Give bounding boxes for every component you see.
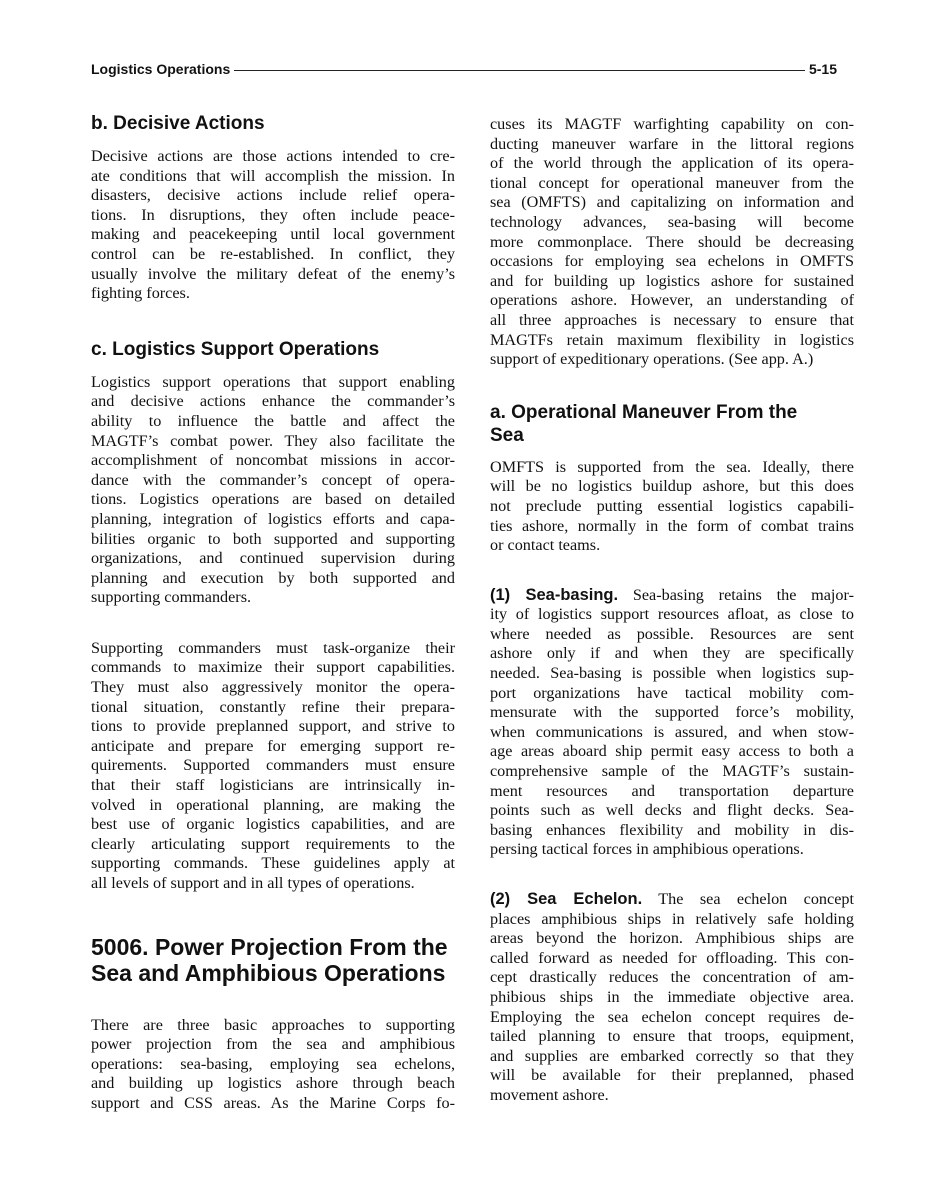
text-line: ashore only if and when they are specifically — [490, 644, 854, 663]
text-line: operations ashore. However, an understanding of — [490, 291, 854, 310]
text-line: more commonplace. There should be decreasing — [490, 232, 854, 251]
paragraph-logistics-support-2 — [91, 639, 455, 894]
sea-echelon-run-in-heading: (2) Sea Echelon. — [490, 890, 643, 908]
text-line: ity of logistics support resources afloat, as close to — [490, 605, 854, 624]
text-line: support and CSS areas. As the Marine Corps fo- — [91, 1093, 455, 1112]
text-line: quirements. Supported commanders must ensure — [91, 756, 455, 775]
text-line: planning, integration of logistics efforts and capa- — [91, 509, 455, 528]
left-column — [91, 112, 455, 1114]
text-line: operations: sea-basing, employing sea echelons, — [91, 1054, 455, 1073]
text-line: persing tactical forces in amphibious operations. — [490, 840, 804, 859]
text-line: and building up logistics ashore through beach — [91, 1074, 455, 1093]
text-line: fighting forces. — [91, 284, 190, 303]
text-line: ate conditions that will accomplish the mission. In — [91, 166, 455, 185]
header-rule — [234, 70, 805, 71]
text-line: Supporting commanders must task-organize their — [91, 638, 455, 657]
text-line: planning and execution by both supported and — [91, 568, 455, 587]
text-line: organizations, and continued supervision during — [91, 549, 455, 568]
text-line: ties ashore, normally in the form of combat trains — [490, 516, 854, 535]
text-line: that their staff logisticians are intrinsically in- — [91, 776, 455, 795]
text-line: control can be re-established. In conflict, they — [91, 244, 455, 263]
heading-decisive-actions: b. Decisive Actions — [91, 113, 265, 134]
text-line: age areas aboard ship permit easy access to both a — [490, 742, 854, 761]
text-line: best use of organic logistics capabilities, and are — [91, 815, 455, 834]
text-line: not preclude putting essential logistics capabili- — [490, 496, 854, 515]
text-line: phibious ships in the immediate objective area. — [490, 987, 854, 1006]
text-line: occasions for employing sea echelons in OMFTS — [490, 252, 854, 271]
text-line: disasters, decisive actions include relief opera- — [91, 186, 455, 205]
heading-logistics-support-operations: c. Logistics Support Operations — [91, 338, 380, 360]
text-line: tional situation, constantly refine their prepara- — [91, 697, 455, 716]
text-line: volved in operational planning, are making the — [91, 795, 455, 814]
text-line: places amphibious ships in relatively safe holding — [490, 909, 854, 928]
text-line: dance with the commander’s concept of opera- — [91, 470, 455, 489]
text-line: power projection from the sea and amphibious — [91, 1035, 455, 1054]
text-line: supporting commands. These guidelines apply at — [91, 854, 455, 873]
text-line: Decisive actions are those actions intended to cre- — [91, 147, 455, 165]
text-line: will be no logistics buildup ashore, but this does — [490, 477, 854, 496]
sea-echelon-first-line: (2) Sea Echelon. The sea echelon concept — [490, 890, 854, 908]
text-line: supporting commanders. — [91, 588, 252, 607]
text-line: basing enhances flexibility and mobility in dis- — [490, 820, 854, 839]
text-line: OMFTS is supported from the sea. Ideally, there — [490, 457, 854, 476]
page-number: 5-15 — [808, 61, 837, 77]
text-line: and decisive actions enhance the commander’s — [91, 392, 455, 411]
text-line: MAGTFs retain maximum flexibility in logistics — [490, 330, 854, 349]
text-line: needed. Sea-basing is possible when logistics sup- — [490, 664, 854, 683]
text-line: Employing the sea echelon concept requires de- — [490, 1007, 854, 1026]
text-line: tions to provide preplanned support, and strive to — [91, 717, 455, 736]
text-line: tions. In disruptions, they often include peace- — [91, 205, 455, 224]
text-line: tailed planning to ensure that troops, equipment, — [490, 1027, 854, 1046]
sea-basing-first-line: (1) Sea-basing. Sea-basing retains the major- — [490, 585, 854, 604]
text-line: where needed as possible. Resources are sent — [490, 624, 854, 643]
text-line: or contact teams. — [490, 536, 601, 555]
text-line: They must also aggressively monitor the opera- — [91, 678, 455, 697]
text-line: anticipate and prepare for emerging support re- — [91, 736, 455, 755]
heading-omfts-line1: a. Operational Maneuver From the — [490, 401, 798, 423]
text-line: will be available for their preplanned, phased — [490, 1066, 854, 1085]
text-line: and supplies are embarked correctly so that they — [490, 1046, 854, 1065]
text-line: and for building up logistics ashore for sustained — [490, 271, 854, 290]
text-line: clearly articulating support requirements to the — [91, 834, 455, 853]
text-line: areas beyond the horizon. Amphibious ships are — [490, 929, 854, 948]
text-line: of the world through the application of its opera- — [490, 154, 854, 173]
text-line: ducting maneuver warfare in the littoral regions — [490, 134, 854, 153]
heading-omfts-line2: Sea — [490, 424, 524, 446]
text-line: ability to influence the battle and affect the — [91, 411, 455, 430]
text-line: ment resources and transportation departure — [490, 781, 854, 800]
text-line: MAGTF’s combat power. They also facilitate the — [91, 431, 455, 450]
paragraph-sea-basing — [490, 586, 854, 860]
paragraph-power-projection-continued — [490, 115, 854, 370]
text-line: usually involve the military defeat of the enemy’s — [91, 264, 455, 283]
sea-basing-body — [490, 605, 854, 860]
text-line: tions. Logistics operations are based on detailed — [91, 490, 455, 509]
sea-echelon-body — [490, 910, 854, 1106]
text-line: called forward as needed for offloading. This con- — [490, 948, 854, 967]
running-header — [91, 58, 837, 80]
text-line: points such as well decks and flight decks. Sea- — [490, 801, 854, 820]
text-line: comprehensive sample of the MAGTF’s sustain- — [490, 762, 854, 781]
text-line: Logistics support operations that support enabling — [91, 372, 455, 391]
text-line: movement ashore. — [490, 1085, 609, 1104]
text-line: mensurate with the supported force’s mobility, — [490, 703, 854, 722]
text-line: all levels of support and in all types of operations. — [91, 874, 415, 892]
text-line: cept drastically reduces the concentration of am- — [490, 968, 854, 987]
text-line: port organizations have tactical mobility com- — [490, 683, 854, 702]
text-line: support of expeditionary operations. (See app. A.) — [490, 350, 814, 369]
paragraph-power-projection — [91, 1016, 455, 1114]
paragraph-sea-echelon — [490, 890, 854, 1106]
text-line: commands to maximize their support capabilities. — [91, 658, 455, 677]
text-line: tional concept for operational maneuver from the — [490, 173, 854, 192]
sea-basing-run-in-heading: (1) Sea-basing. — [490, 585, 619, 604]
text-line: making and peacekeeping until local government — [91, 225, 455, 244]
text-line: sea (OMFTS) and capitalizing on information and — [490, 193, 854, 212]
paragraph-decisive-actions — [91, 147, 455, 304]
right-column — [490, 112, 854, 1106]
text-line: There are three basic approaches to supporting — [91, 1015, 455, 1034]
text-line: when communications is assured, and when stow- — [490, 722, 854, 741]
running-title: Logistics Operations — [91, 61, 231, 77]
text-line: technology advances, sea-basing will become — [490, 212, 854, 231]
heading-5006-line2: Sea and Amphibious Operations — [91, 959, 446, 986]
text-line: accomplishment of noncombat missions in accor- — [91, 451, 455, 470]
text-line: cuses its MAGTF warfighting capability on con- — [490, 115, 854, 133]
text-line: all three approaches is necessary to ensure that — [490, 310, 854, 329]
text-line: bilities organic to both supported and supporting — [91, 529, 455, 548]
paragraph-logistics-support-1 — [91, 373, 455, 608]
paragraph-omfts — [490, 458, 854, 556]
heading-5006-line1: 5006. Power Projection From the — [91, 933, 448, 960]
